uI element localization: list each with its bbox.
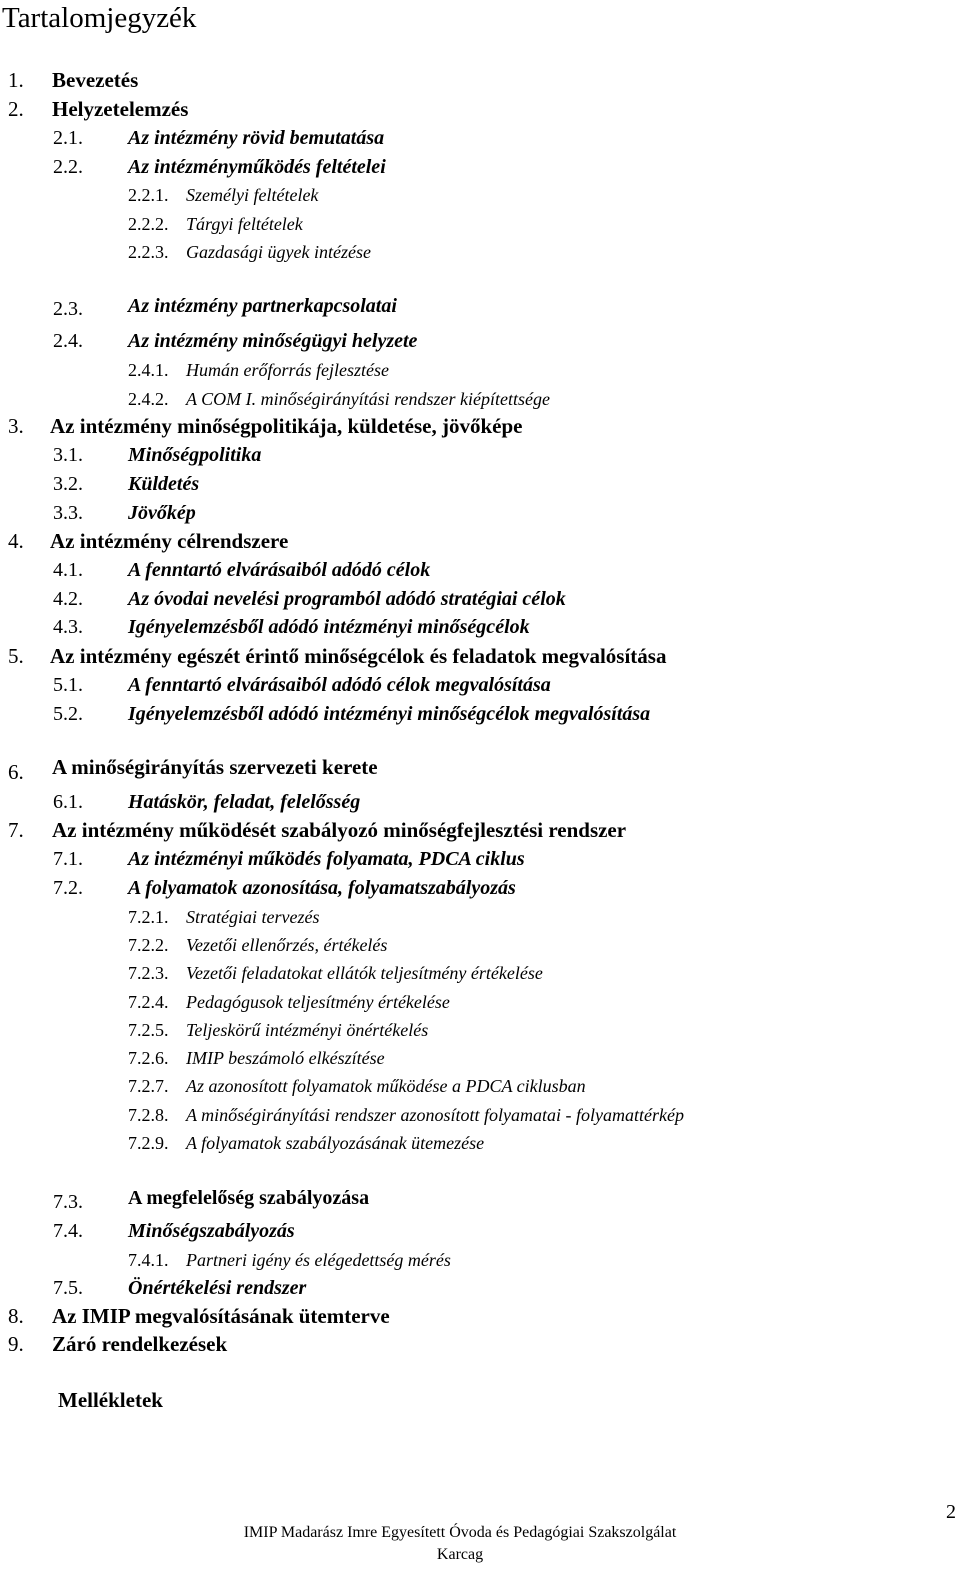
toc-entry-7-1 xyxy=(53,845,913,873)
toc-number: 2.4.1. xyxy=(128,360,169,380)
toc-number: 7.1. xyxy=(53,848,83,870)
toc-entry-7-2-4 xyxy=(128,988,908,1016)
toc-entry-6-1 xyxy=(53,788,913,816)
toc-title: Személyi feltételek xyxy=(186,185,319,205)
toc-entry-5-1 xyxy=(53,671,913,699)
toc-title: A fenntartó elvárásaiból adódó célok xyxy=(128,559,431,581)
toc-title: Bevezetés xyxy=(52,68,139,92)
toc-number: 9. xyxy=(8,1332,24,1356)
toc-title: Az intézmény célrendszere xyxy=(50,529,289,553)
toc-number: 7.2.8. xyxy=(128,1105,169,1125)
toc-title: Az azonosított folyamatok működése a PDCA ciklusban xyxy=(186,1076,586,1096)
toc-title: A folyamatok szabályozásának ütemezése xyxy=(186,1133,485,1153)
toc-title: Önértékelési rendszer xyxy=(128,1277,307,1299)
toc-number: 5. xyxy=(8,644,24,668)
toc-number: 4.3. xyxy=(53,616,83,638)
toc-number: 6.1. xyxy=(53,791,83,813)
toc-entry-7-4-1 xyxy=(128,1246,908,1274)
toc-entry-3-2 xyxy=(53,470,913,498)
toc-title: Az intézmény minőségpolitikája, küldetése, jövőképe xyxy=(50,414,523,438)
toc-entry-2-3 xyxy=(53,292,913,320)
toc-title: Pedagógusok teljesítmény értékelése xyxy=(186,992,450,1012)
toc-title: Vezetői ellenőrzés, értékelés xyxy=(186,935,388,955)
toc-number: 2.3. xyxy=(53,298,83,320)
toc-title: Minőségszabályozás xyxy=(128,1220,295,1242)
toc-title: Humán erőforrás fejlesztése xyxy=(186,360,389,380)
toc-entry-5-2 xyxy=(53,700,913,728)
toc-entry-2-1 xyxy=(53,124,913,152)
toc-entry-2-2-3 xyxy=(128,238,908,266)
page-number: 2 xyxy=(946,1501,956,1523)
toc-entry-2-2-2 xyxy=(128,210,908,238)
toc-number: 7. xyxy=(8,818,24,842)
toc-entry-7-2 xyxy=(53,874,913,902)
toc-number: 7.2.6. xyxy=(128,1048,169,1068)
toc-number: 7.2.7. xyxy=(128,1076,169,1096)
toc-title: Záró rendelkezések xyxy=(52,1332,228,1356)
toc-number: 2.1. xyxy=(53,127,83,149)
toc-entry-3-1 xyxy=(53,441,913,469)
toc-number: 7.2.1. xyxy=(128,907,169,927)
toc-title: Az intézmény minőségügyi helyzete xyxy=(128,330,418,352)
toc-number: 2. xyxy=(8,97,24,121)
toc-number: 4.1. xyxy=(53,559,83,581)
toc-entry-4-2 xyxy=(53,585,913,613)
toc-title: Az intézmény rövid bemutatása xyxy=(128,127,385,149)
toc-title: Helyzetelemzés xyxy=(52,97,189,121)
toc-title: Az óvodai nevelési programból adódó stratégiai célok xyxy=(128,588,566,610)
toc-number: 3.2. xyxy=(53,473,83,495)
toc-entry-7-2-7 xyxy=(128,1072,908,1100)
toc-entry-2-4 xyxy=(53,327,913,355)
toc-title: IMIP beszámoló elkészítése xyxy=(186,1048,385,1068)
toc-number: 3.1. xyxy=(53,444,83,466)
toc-title: A COM I. minőségirányítási rendszer kiépítettsége xyxy=(186,389,550,409)
toc-title: Az intézmény egészét érintő minőségcélok és feladatok megvalósítása xyxy=(50,644,667,668)
toc-entry-7-2-6 xyxy=(128,1044,908,1072)
toc-number: 4.2. xyxy=(53,588,83,610)
annex-heading: Mellékletek xyxy=(58,1388,163,1412)
toc-entry-7-4 xyxy=(53,1217,913,1245)
toc-title: Igényelemzésből adódó intézményi minőségcélok megvalósítása xyxy=(128,703,651,725)
toc-entry-2 xyxy=(8,95,908,123)
toc-title: Az intézmény működését szabályozó minőségfejlesztési rendszer xyxy=(52,818,627,842)
toc-entry-3-3 xyxy=(53,499,913,527)
toc-number: 2.4.2. xyxy=(128,389,169,409)
toc-title: A megfelelőség szabályozása xyxy=(128,1187,370,1209)
toc-entry-1 xyxy=(8,66,908,94)
toc-title: Hatáskör, feladat, felelősség xyxy=(128,791,361,813)
page-title: Tartalomjegyzék xyxy=(2,2,197,34)
toc-title: Az intézményműködés feltételei xyxy=(128,156,386,178)
toc-entry-7-2-3 xyxy=(128,959,908,987)
toc-number: 7.2. xyxy=(53,877,83,899)
toc-number: 2.2. xyxy=(53,156,83,178)
toc-entry-5 xyxy=(8,642,908,670)
toc-number: 2.2.3. xyxy=(128,242,169,262)
toc-number: 7.2.4. xyxy=(128,992,169,1012)
toc-title: A folyamatok azonosítása, folyamatszabályozás xyxy=(128,877,516,899)
toc-number: 1. xyxy=(8,68,24,92)
toc-title: Tárgyi feltételek xyxy=(186,214,303,234)
toc-entry-2-2-1 xyxy=(128,181,908,209)
toc-title: Az IMIP megvalósításának ütemterve xyxy=(52,1304,390,1328)
toc-number: 6. xyxy=(8,760,24,784)
toc-entry-7-3 xyxy=(53,1184,913,1212)
toc-number: 2.2.1. xyxy=(128,185,169,205)
toc-title: A fenntartó elvárásaiból adódó célok megvalósítása xyxy=(128,674,551,696)
toc-number: 3.3. xyxy=(53,502,83,524)
footer-institution: IMIP Madarász Imre Egyesített Óvoda és Pedagógiai Szakszolgálat xyxy=(243,1524,677,1541)
toc-entry-7 xyxy=(8,816,908,844)
toc-entry-3 xyxy=(8,412,908,440)
toc-entry-9 xyxy=(8,1330,908,1358)
toc-entry-4 xyxy=(8,527,908,555)
toc-title: Vezetői feladatokat ellátók teljesítmény értékelése xyxy=(186,963,543,983)
toc-number: 7.2.5. xyxy=(128,1020,169,1040)
toc-entry-7-2-8 xyxy=(128,1101,908,1129)
toc-title: Teljeskörű intézményi önértékelés xyxy=(186,1020,429,1040)
toc-entry-6 xyxy=(8,753,908,784)
toc-number: 2.2.2. xyxy=(128,214,169,234)
toc-title: Stratégiai tervezés xyxy=(186,907,320,927)
toc-entry-7-2-2 xyxy=(128,931,908,959)
toc-title: Jövőkép xyxy=(128,502,196,524)
toc-entry-2-4-2 xyxy=(128,385,908,413)
toc-number: 7.2.9. xyxy=(128,1133,169,1153)
toc-title: Partneri igény és elégedettség mérés xyxy=(186,1250,451,1270)
toc-title: Igényelemzésből adódó intézményi minőségcélok xyxy=(128,616,530,638)
toc-number: 2.4. xyxy=(53,330,83,352)
toc-number: 5.2. xyxy=(53,703,83,725)
toc-entry-8 xyxy=(8,1302,908,1330)
toc-title: A minőségirányítás szervezeti kerete xyxy=(52,755,378,779)
toc-entry-4-3 xyxy=(53,613,913,641)
toc-entry-7-2-5 xyxy=(128,1016,908,1044)
toc-title: Az intézmény partnerkapcsolatai xyxy=(128,295,397,317)
toc-number: 3. xyxy=(8,414,24,438)
toc-number: 5.1. xyxy=(53,674,83,696)
toc-entry-7-2-9 xyxy=(128,1129,908,1157)
toc-number: 7.2.2. xyxy=(128,935,169,955)
toc-number: 7.2.3. xyxy=(128,963,169,983)
footer-city: Karcag xyxy=(436,1546,484,1563)
toc-title: Az intézményi működés folyamata, PDCA ciklus xyxy=(128,848,525,870)
toc-entry-7-5 xyxy=(53,1274,913,1302)
toc-number: 7.4.1. xyxy=(128,1250,169,1270)
toc-number: 7.5. xyxy=(53,1277,83,1299)
toc-entry-2-2 xyxy=(53,153,913,181)
toc-title: Küldetés xyxy=(128,473,200,495)
toc-number: 7.3. xyxy=(53,1191,83,1213)
toc-entry-4-1 xyxy=(53,556,913,584)
toc-title: Minőségpolitika xyxy=(128,444,262,466)
toc-entry-7-2-1 xyxy=(128,903,908,931)
toc-number: 4. xyxy=(8,529,24,553)
toc-title: A minőségirányítási rendszer azonosított folyamatai - folyamattérkép xyxy=(186,1105,684,1125)
toc-number: 7.4. xyxy=(53,1220,83,1242)
toc-number: 8. xyxy=(8,1304,24,1328)
toc-entry-2-4-1 xyxy=(128,356,908,384)
toc-title: Gazdasági ügyek intézése xyxy=(186,242,371,262)
